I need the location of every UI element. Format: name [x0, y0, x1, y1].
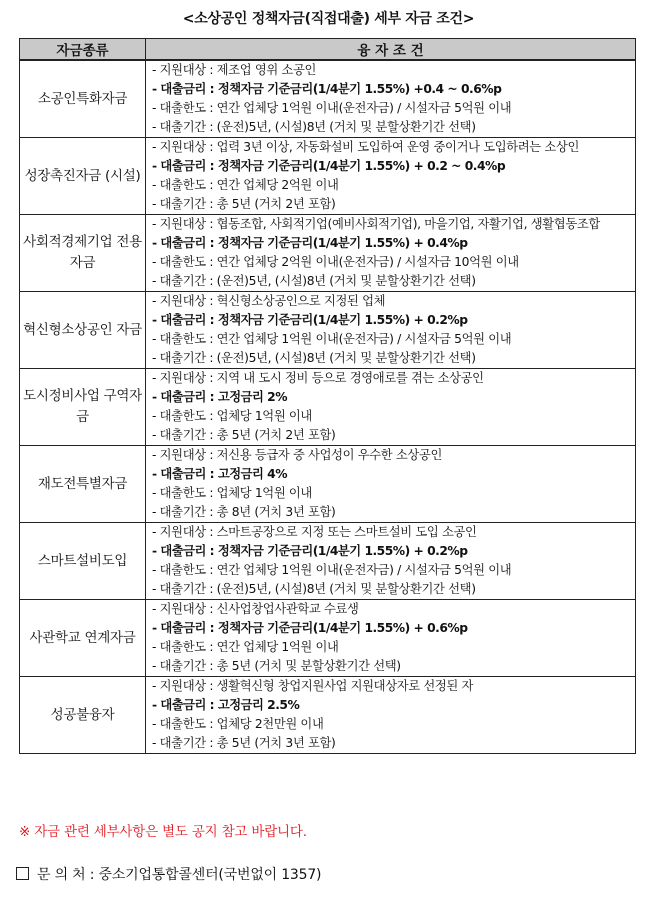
- condition-interest-rate: - 대출금리 : 정책자금 기준금리(1/4분기 1.55%) +0.4 ~ 0.6%p: [152, 82, 502, 96]
- condition-loan-limit: - 대출한도 : 업체당 1억원 이내: [152, 409, 312, 423]
- condition-support-target: - 지원대상 : 스마트공장으로 지정 또는 스마트설비 도입 소공인: [152, 525, 477, 539]
- page-title: <소상공인 정책자금(직접대출) 세부 자금 조건>: [182, 11, 475, 27]
- fund-type-name: 스마트설비도입: [20, 523, 146, 600]
- condition-loan-limit: - 대출한도 : 연간 업체당 1억원 이내: [152, 640, 339, 654]
- loan-conditions-cell: [146, 215, 636, 292]
- fund-type-name: 도시정비사업 구역자금: [20, 369, 146, 446]
- fund-type-name: 사회적경제기업 전용자금: [20, 215, 146, 292]
- condition-support-target: - 지원대상 : 혁신형소상공인으로 지정된 업체: [152, 294, 386, 308]
- condition-interest-rate: - 대출금리 : 정책자금 기준금리(1/4분기 1.55%) + 0.6%p: [152, 621, 468, 635]
- condition-loan-limit: - 대출한도 : 연간 업체당 2억원 이내: [152, 178, 339, 192]
- loan-conditions-cell: [146, 60, 636, 138]
- condition-interest-rate: - 대출금리 : 정책자금 기준금리(1/4분기 1.55%) + 0.2%p: [152, 544, 468, 558]
- condition-loan-period: - 대출기간 : 총 5년 (거치 2년 포함): [152, 197, 336, 211]
- header-fund-type: 자금종류: [20, 39, 146, 61]
- condition-interest-rate: - 대출금리 : 정책자금 기준금리(1/4분기 1.55%) + 0.2 ~ 0.4%p: [152, 159, 506, 173]
- condition-loan-period: - 대출기간 : 총 5년 (거치 2년 포함): [152, 428, 336, 442]
- condition-loan-period: - 대출기간 : (운전)5년, (시설)8년 (거치 및 분할상환기간 선택): [152, 582, 476, 596]
- fund-type-name: 성장촉진자금 (시설): [20, 138, 146, 215]
- table-row: [20, 60, 636, 138]
- condition-loan-limit: - 대출한도 : 연간 업체당 1억원 이내(운전자금) / 시설자금 5억원 이내: [152, 563, 512, 577]
- table-row: [20, 215, 636, 292]
- condition-loan-limit: - 대출한도 : 연간 업체당 2억원 이내(운전자금) / 시설자금 10억원 이내: [152, 255, 519, 269]
- loan-conditions-cell: [146, 523, 636, 600]
- fund-type-name: 혁신형소상공인 자금: [20, 292, 146, 369]
- loan-conditions-cell: [146, 292, 636, 369]
- fund-type-name: 소공인특화자금: [20, 60, 146, 138]
- checkbox-square-icon: [16, 867, 29, 880]
- loan-conditions-cell: [146, 677, 636, 754]
- condition-loan-limit: - 대출한도 : 업체당 2천만원 이내: [152, 717, 324, 731]
- condition-loan-period: - 대출기간 : 총 5년 (거치 및 분할상환기간 선택): [152, 659, 401, 673]
- condition-interest-rate: - 대출금리 : 정책자금 기준금리(1/4분기 1.55%) + 0.2%p: [152, 313, 468, 327]
- condition-support-target: - 지원대상 : 지역 내 도시 정비 등으로 경영애로를 겪는 소상공인: [152, 371, 484, 385]
- condition-interest-rate: - 대출금리 : 고정금리 4%: [152, 467, 288, 481]
- fund-type-name: 성공불융자: [20, 677, 146, 754]
- condition-loan-period: - 대출기간 : (운전)5년, (시설)8년 (거치 및 분할상환기간 선택): [152, 351, 476, 365]
- header-loan-conditions: 융 자 조 건: [146, 39, 636, 61]
- condition-loan-limit: - 대출한도 : 연간 업체당 1억원 이내(운전자금) / 시설자금 5억원 이내: [152, 332, 512, 346]
- table-row: [20, 292, 636, 369]
- condition-interest-rate: - 대출금리 : 정책자금 기준금리(1/4분기 1.55%) + 0.4%p: [152, 236, 468, 250]
- condition-interest-rate: - 대출금리 : 고정금리 2.5%: [152, 698, 300, 712]
- table-row: [20, 369, 636, 446]
- condition-loan-period: - 대출기간 : (운전)5년, (시설)8년 (거치 및 분할상환기간 선택): [152, 120, 476, 134]
- table-row: [20, 446, 636, 523]
- notice-text: ※ 자금 관련 세부사항은 별도 공지 참고 바랍니다.: [19, 824, 307, 840]
- condition-support-target: - 지원대상 : 업력 3년 이상, 자동화설비 도입하여 운영 중이거나 도입하려는 소상인: [152, 140, 579, 154]
- condition-loan-period: - 대출기간 : 총 5년 (거치 3년 포함): [152, 736, 336, 750]
- table-row: [20, 677, 636, 754]
- condition-support-target: - 지원대상 : 협동조합, 사회적기업(예비사회적기업), 마을기업, 자활기업, 생활협동조합: [152, 217, 600, 231]
- condition-support-target: - 지원대상 : 신사업창업사관학교 수료생: [152, 602, 359, 616]
- loan-conditions-cell: [146, 369, 636, 446]
- condition-support-target: - 지원대상 : 제조업 영위 소공인: [152, 63, 317, 77]
- fund-type-name: 재도전특별자금: [20, 446, 146, 523]
- table-header-row: [20, 39, 636, 61]
- table-row: [20, 523, 636, 600]
- contact-text: 문 의 처 : 중소기업통합콜센터(국번없이 1357): [37, 867, 322, 883]
- condition-support-target: - 지원대상 : 저신용 등급자 중 사업성이 우수한 소상공인: [152, 448, 442, 462]
- condition-loan-limit: - 대출한도 : 업체당 1억원 이내: [152, 486, 312, 500]
- table-row: [20, 600, 636, 677]
- loan-conditions-cell: [146, 600, 636, 677]
- contact-info: [16, 864, 321, 884]
- condition-loan-period: - 대출기간 : (운전)5년, (시설)8년 (거치 및 분할상환기간 선택): [152, 274, 476, 288]
- loan-conditions-cell: [146, 138, 636, 215]
- loan-conditions-cell: [146, 446, 636, 523]
- condition-loan-limit: - 대출한도 : 연간 업체당 1억원 이내(운전자금) / 시설자금 5억원 이내: [152, 101, 512, 115]
- table-row: [20, 138, 636, 215]
- fund-conditions-table: [19, 38, 636, 754]
- condition-support-target: - 지원대상 : 생활혁신형 창업지원사업 지원대상자로 선정된 자: [152, 679, 474, 693]
- condition-interest-rate: - 대출금리 : 고정금리 2%: [152, 390, 288, 404]
- fund-type-name: 사관학교 연계자금: [20, 600, 146, 677]
- condition-loan-period: - 대출기간 : 총 8년 (거치 3년 포함): [152, 505, 336, 519]
